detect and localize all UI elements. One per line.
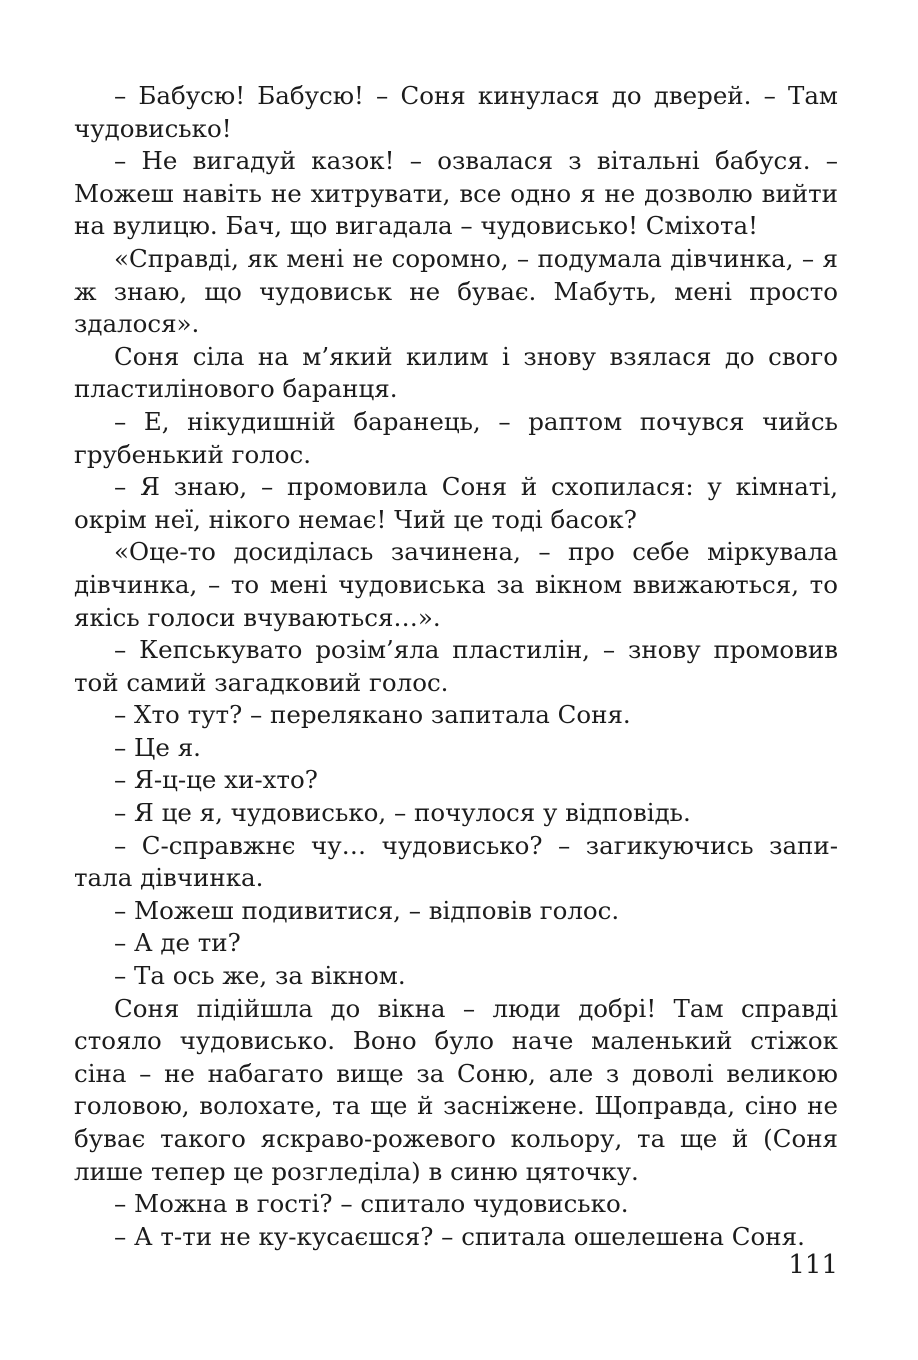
page-number: 111 — [788, 1250, 838, 1280]
paragraph: – Я знаю, – промовила Соня й схопилася: у кімнаті, окрім неї, нікого немає! Чий це тоді басок? — [74, 472, 838, 534]
paragraph: – Це я. — [114, 732, 201, 762]
paragraph: «Справді, як мені не соромно, – подумала дівчинка, – я ж знаю, що чудовиськ не буває. Мабуть, мені просто здалося». — [74, 243, 838, 339]
page-text — [74, 80, 838, 1253]
paragraph: – Можеш подивитися, – відповів голос. — [114, 895, 620, 925]
paragraph: Соня сіла на м’який килим і знову взялася до свого пластилінового баранця. — [74, 341, 838, 404]
paragraph: – Та ось же, за вікном. — [114, 961, 406, 991]
paragraph: – Не вигадуй казок! – озвалася з вітальні бабуся. – Можеш навіть не хитрувати, все одно я не дозволю вийти на вулицю. Бач, що вигадала – чудовисько! Сміхота! — [74, 146, 838, 241]
paragraph: – А т-ти не ку-кусаєшся? – спитала ошелешена Соня. — [114, 1221, 805, 1251]
paragraph: – Я це я, чудовисько, – почулося у відповідь. — [114, 798, 691, 828]
paragraph: Соня підійшла до вікна – люди добрі! Там справді стояло чудовисько. Воно було наче маленький стіжок сіна – не набагато вище за Соню, але з доволі великою головою, волохате, та ще й засніжене. Щоправда, сіно не буває такого яскраво-рожевого кольору, та ще й (Соня лише тепер це розгледіла) в синю цяточку. — [74, 993, 838, 1186]
paragraph: – С-справжнє чу… чудовисько? – загикуючись запитала дівчинка. — [74, 830, 838, 893]
paragraph: – Бабусю! Бабусю! – Соня кинулася до дверей. – Там чудовисько! — [74, 81, 838, 143]
paragraph: – Хто тут? – перелякано запитала Соня. — [114, 700, 631, 730]
paragraph: – Я-ц-це хи-хто? — [114, 765, 318, 795]
paragraph: – А де ти? — [114, 928, 241, 958]
paragraph: – Можна в гості? – спитало чудовисько. — [114, 1189, 629, 1219]
paragraph: – Е, нікудишній баранець, – раптом почувся чийсь грубенький голос. — [74, 406, 838, 469]
paragraph: – Кепськувато розім’яла пластилін, – знову промовив той самий загадковий голос. — [74, 635, 838, 697]
paragraph: «Оце-то досиділась зачинена, – про себе міркувала дівчинка, – то мені чудовиська за вікном ввижаються, то якісь голоси вчуваються…». — [74, 537, 838, 632]
